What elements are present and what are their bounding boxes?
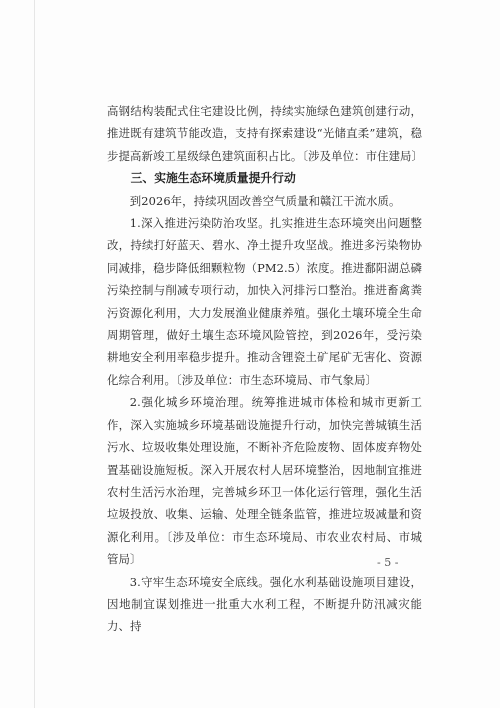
paragraph-safety: 3.守牢生态环境安全底线。强化水利基础设施项目建设，因地制宜谋划推进一批重大水利工程，不断提升防汛减灾能力、持 [107, 574, 422, 634]
paragraph-pollution: 1.深入推进污染防治攻坚。扎实推进生态环境突出问题整改，持续打好蓝天、碧水、净土提升攻坚战。推进多污染物协同减排，稳步降低细颗粒物（PM2.5）浓度。推进鄱阳湖总磷污染控制与削减专项行动，加快入河排污口整治。推进畜禽粪污资源化利用，大力发展渔业健康养殖。强化土壤环境全生命周期管理，做好土壤生态环境风险管控，到2026年，受污染耕地安全利用率稳步提升。推动含锂瓷土矿尾矿无害化、资源化综合利用。〔涉及单位：市生态环境局、市气象局〕 [107, 216, 422, 387]
page-number: - 5 - [377, 556, 399, 569]
paragraph-goal: 到2026年，持续巩固改善空气质量和赣江干流水质。 [129, 193, 401, 208]
document-body [107, 100, 422, 638]
paragraph-housing: 高钢结构装配式住宅建设比例，持续实施绿色建筑创建行动，推进既有建筑节能改造，支持有探索建设“光储直柔”建筑，稳步提高新竣工星级绿色建筑面积占比。〔涉及单位：市住建局〕 [107, 104, 424, 163]
paragraph-urban-rural: 2.强化城乡环境治理。统筹推进城市体检和城市更新工作，深入实施城乡环境基础设施提升行动，加快完善城镇生活污水、垃圾收集处理设施，不断补齐危险废物、固体废弃物处置基础设施短板。深入开展农村人居环境整治，因地制宜推进农村生活污水治理，完善城乡环卫一体化运行管理，强化生活垃圾投放、收集、运输、处理全链条监管，推进垃圾减量和资源化利用。〔涉及单位：市生态环境局、市农业农村局、市城管局〕 [107, 395, 422, 567]
section-heading: 三、实施生态环境质量提升行动 [130, 171, 296, 186]
left-margin-line [34, 0, 35, 708]
